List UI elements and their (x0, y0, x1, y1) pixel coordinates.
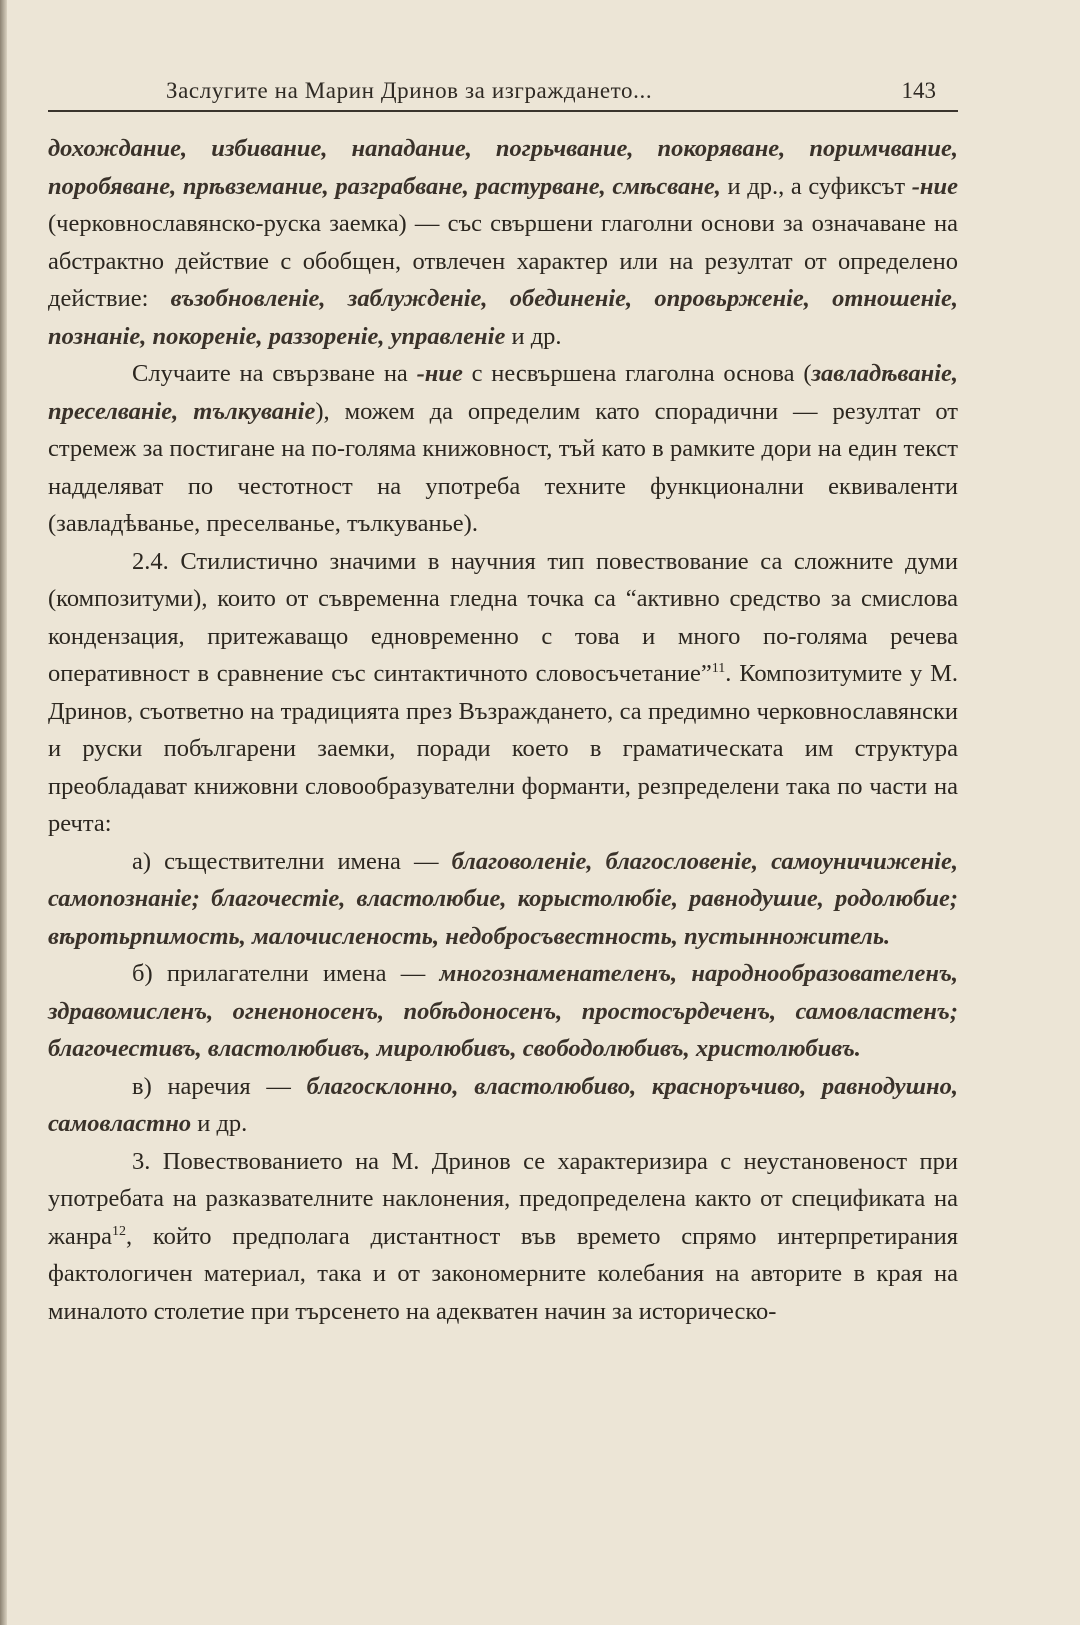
italic-word-list: дохождание, избивание, нападание, погрьчвание, покоряване, поримчвание, поробяване, прѣвземание, разграбване, растурване, смѣсване, (48, 135, 958, 200)
list-label: а) съществителни имена — (132, 847, 452, 875)
paragraph-3 (48, 543, 958, 843)
paragraph-5 (48, 955, 958, 1068)
italic-word-list: многознаменателенъ, народнообразователенъ, здравомисленъ, огненоносенъ, побѣдоносенъ, простосърдеченъ, самовластенъ; благочестивъ, властолюбивъ, миролюбивъ, свободолюбивъ, христолюбивъ. (48, 960, 958, 1062)
paragraph-4 (48, 843, 958, 956)
italic-word-list: благоволеніе, благословеніе, самоуничиженіе, самопознаніе; благочестіе, властолюбие, корыстолюбіе, равнодушие, родолюбие; вѣротьрпимость, малочисленость, недобросъвестность, пустынножитель. (48, 847, 958, 950)
italic-word-list: благосклонно, властолюбиво, красноръчиво, равнодушно, самовластно (48, 1072, 958, 1137)
text-run: 3. Повествованието на М. Дринов се характеризира с неустановеност при употребата на разказвателните наклонения, предопределена както от спецификата на жанра (48, 1147, 958, 1250)
text-run: и др. (505, 322, 562, 350)
text-run: с несвършена глаголна основа ( (462, 360, 812, 387)
book-spine-shadow (0, 0, 7, 1625)
text-run: 2.4. Стилистично значими в научния тип повествование са сложните думи (композитуми), които от съвременна гледна точка са “активно средство за смислова кондензация, притежаващо едновременно с това и много по-голяма речева оперативност в сравнение със синтактичното словосъчетание” (48, 547, 958, 687)
footnote-marker: 11 (711, 660, 726, 676)
list-label: б) прилагателни имена — (132, 960, 440, 987)
running-title: Заслугите на Марин Дринов за изграждането... (166, 78, 653, 103)
page-number: 143 (901, 78, 936, 103)
running-header (48, 78, 958, 112)
italic-word-list: завладѣваніе, преселваніе, тълкуваніе (48, 360, 958, 425)
main-text (48, 130, 958, 1330)
text-run: Случаите на свързване на (132, 360, 417, 387)
text-run: и др. (191, 1110, 248, 1137)
text-run: , който предполага дистантност във времето спрямо интерпретирания фактологичен материал, така и от закономерните колебания на авторите в края на миналото столетие при търсенето на адекватен начин за историческо- (48, 1222, 958, 1325)
text-run: . Композитумите у М. Дринов, съответно на традицията през Възраждането, са предимно черковнославянски и руски побългарени заемки, поради което в граматическата им структура преобладават книжовни словообразувателни форманти, резпределени така по части на речта: (48, 660, 958, 837)
paragraph-7 (48, 1143, 958, 1331)
text-run: ), можем да определим като спорадични — резултат от стремеж за постигане на по-голяма книжовност, тъй като в рамките дори на един текст надделяват по честотност на употреба техните функционални еквиваленти (завладѣванье, преселванье, тълкуванье). (48, 397, 958, 537)
text-run: (черковнославянско-руска заемка) — със свършени глаголни основи за означаване на абстрактно действие с обобщен, отвлечен характер или на резултат от определено действие: (48, 210, 958, 312)
paragraph-2 (48, 355, 958, 543)
paragraph-6 (48, 1068, 958, 1143)
suffix-term: -ние (416, 360, 463, 387)
text-run: и др., а суфиксът (720, 172, 912, 200)
italic-word-list: възобновленіе, заблужденіе, обединеніе, опровьрженіе, отношеніе, познаніе, покореніе, раззореніе, управленіе (48, 285, 958, 350)
suffix-term: -ние (911, 172, 958, 200)
list-label: в) наречия — (132, 1072, 307, 1100)
footnote-marker: 12 (112, 1223, 127, 1239)
paragraph-1 (48, 130, 958, 355)
